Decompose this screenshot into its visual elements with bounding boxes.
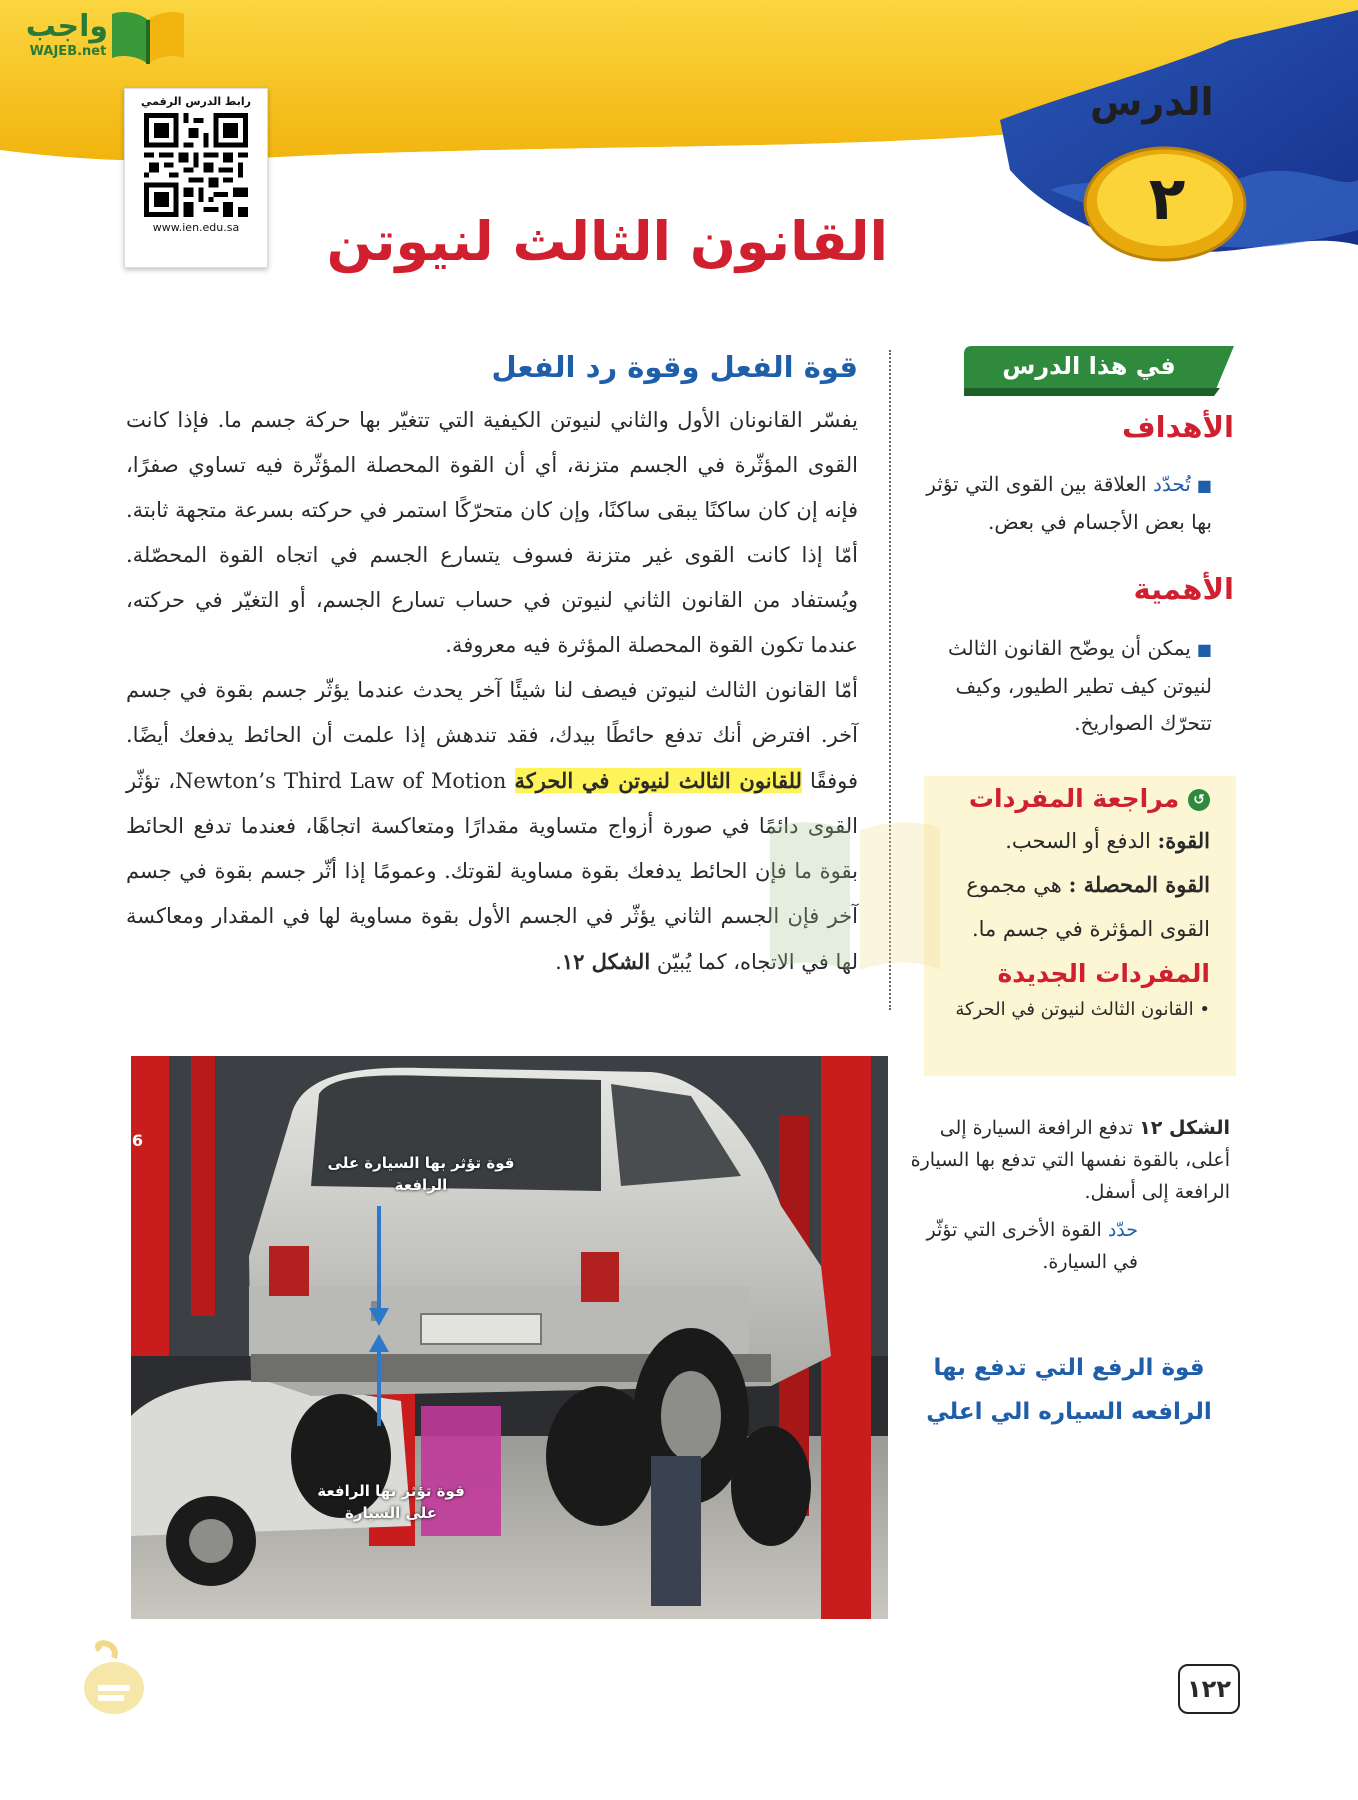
bullet-icon: ■ <box>1196 640 1212 659</box>
vocab-force <box>938 819 1210 863</box>
vocabulary-box <box>924 776 1236 1076</box>
objective-verb: تُحدّد <box>1152 472 1191 496</box>
car-lift-illustration <box>131 1056 888 1619</box>
review-icon: ↺ <box>1188 789 1210 811</box>
new-vocab-term: القانون الثالث لنيوتن في الحركة <box>955 999 1194 1020</box>
vocab-content <box>924 776 1236 1032</box>
vocab-review-label: مراجعة المفردات <box>968 784 1180 813</box>
objectives-heading: الأهداف <box>1121 410 1234 444</box>
new-vocab-item: • القانون الثالث لنيوتن في الحركة <box>955 999 1210 1020</box>
figure-reference[interactable]: الشكل ١٢ <box>561 949 651 974</box>
qr-code-icon[interactable] <box>144 113 248 217</box>
answer-text: قوة الرفع التي تدفع بها الرافعه السياره الي اعلي <box>926 1355 1212 1425</box>
paragraph-1: يفسّر القانونان الأول والثاني لنيوتن الكيفية التي تتغيّر بها حركة جسم ما. فإذا كانت القوى المؤثّرة في الجسم متزنة، أي أن القوة المحصلة المؤثّرة فيه تساوي صفرًا، فإنه إن كان ساكنًا يبقى ساكنًا، وإن كان متحرّكًا استمر في حركته بسرعة متجهة ثابتة. أمّا إذا كانت القوى غير متزنة فسوف يتسارع الجسم في اتجاه القوة المحصّلة. ويُستفاد من القانون الثاني لنيوتن في حساب تسارع الجسم، أو التغيّر في حركته، عندما تكون القوة المحصلة المؤثرة فيه معروفة. <box>126 408 858 657</box>
lesson-label: الدرس <box>1090 80 1214 124</box>
highlighted-term: للقانون الثالث لنيوتن في الحركة <box>514 768 802 793</box>
figure-12-photo <box>131 1056 888 1619</box>
question-verb: حدّد <box>1107 1219 1138 1241</box>
corner-logo-icon <box>80 1640 148 1718</box>
wajeb-logo-icon <box>108 6 188 64</box>
caption-question <box>900 1214 1138 1278</box>
watermark-logo-icon <box>520 810 940 1010</box>
figure-caption <box>900 1112 1230 1278</box>
objective-text: العلاقة بين القوى التي تؤثر بها بعض الأجسام في بعض. <box>926 472 1212 534</box>
vocab-net-force <box>938 863 1210 951</box>
force-label-car-on-lift: قوة تؤثر بها السيارة على الرافعة <box>327 1154 515 1194</box>
importance-text: يمكن أن يوضّح القانون الثالث لنيوتن كيف تطير الطيور، وكيف تتحرّك الصواريخ. <box>948 636 1212 735</box>
objective-item <box>912 466 1212 541</box>
paragraph-2-start: أمّا القانون الثالث لنيوتن فيصف لنا شيئًا آخر يحدث عندما يؤثّر جسم بقوة في جسم آخر. افترض أنك تدفع حائطًا بيدك، فقد تندهش إذا علمت أن الحائط يدفعك أيضًا. فوفقًا <box>126 678 858 793</box>
qr-card[interactable] <box>124 88 268 268</box>
paragraph-2-end: . <box>555 950 562 974</box>
wajeb-logo-text: واجب WAJEB.net <box>25 9 108 59</box>
bullet-icon: ■ <box>1196 476 1212 495</box>
in-lesson-label: في هذا الدرس <box>1002 352 1176 380</box>
english-term: Newton’s Third Law of Motion <box>175 769 507 793</box>
qr-caption: رابط الدرس الرقمي <box>141 95 251 108</box>
net-force-definition: هي مجموع القوى المؤثرة في جسم ما. <box>966 873 1210 941</box>
section-heading: قوة الفعل وقوة رد الفعل <box>491 350 858 384</box>
qr-url[interactable]: www.ien.edu.sa <box>152 221 240 234</box>
net-force-term: القوة المحصلة : <box>1068 872 1210 897</box>
caption-label: الشكل ١٢ <box>1139 1117 1230 1139</box>
force-label-lift-on-car: قوة تؤثر بها الرافعة على السيارة <box>317 1482 465 1522</box>
lesson-number: ٢ <box>1148 164 1186 234</box>
caption-text: تدفع الرافعة السيارة إلى أعلى، بالقوة نفسها التي تدفع بها السيارة الرافعة إلى أسفل. <box>910 1117 1230 1203</box>
importance-heading: الأهمية <box>1133 572 1234 606</box>
page-number: ١٢٢ <box>1178 1664 1240 1714</box>
question-text: القوة الأخرى التي تؤثّر في السيارة. <box>926 1219 1138 1273</box>
page-title: القانون الثالث لنيوتن <box>326 210 888 273</box>
paragraph-2-rest: ، تؤثّر القوى دائمًا في صورة أزواج متساوية مقدارًا ومتعاكسة اتجاهًا، فعندما تدفع الحائط بقوة ما فإن الحائط يدفعك بقوة مساوية لقوتك. وعمومًا إذا أثّر جسم بقوة في جسم آخر فإن الجسم الثاني يؤثّر في الجسم الأول بقوة مساوية لها في المقدار ومعاكسة لها في الاتجاه، كما يُبيّن <box>126 769 858 974</box>
new-vocab-heading: المفردات الجديدة <box>997 959 1210 988</box>
force-term: القوة: <box>1157 828 1210 853</box>
force-definition: الدفع أو السحب. <box>1005 829 1151 853</box>
importance-item <box>912 630 1212 742</box>
vocab-review-heading <box>938 784 1210 813</box>
lift-number: 6 <box>131 1131 143 1150</box>
